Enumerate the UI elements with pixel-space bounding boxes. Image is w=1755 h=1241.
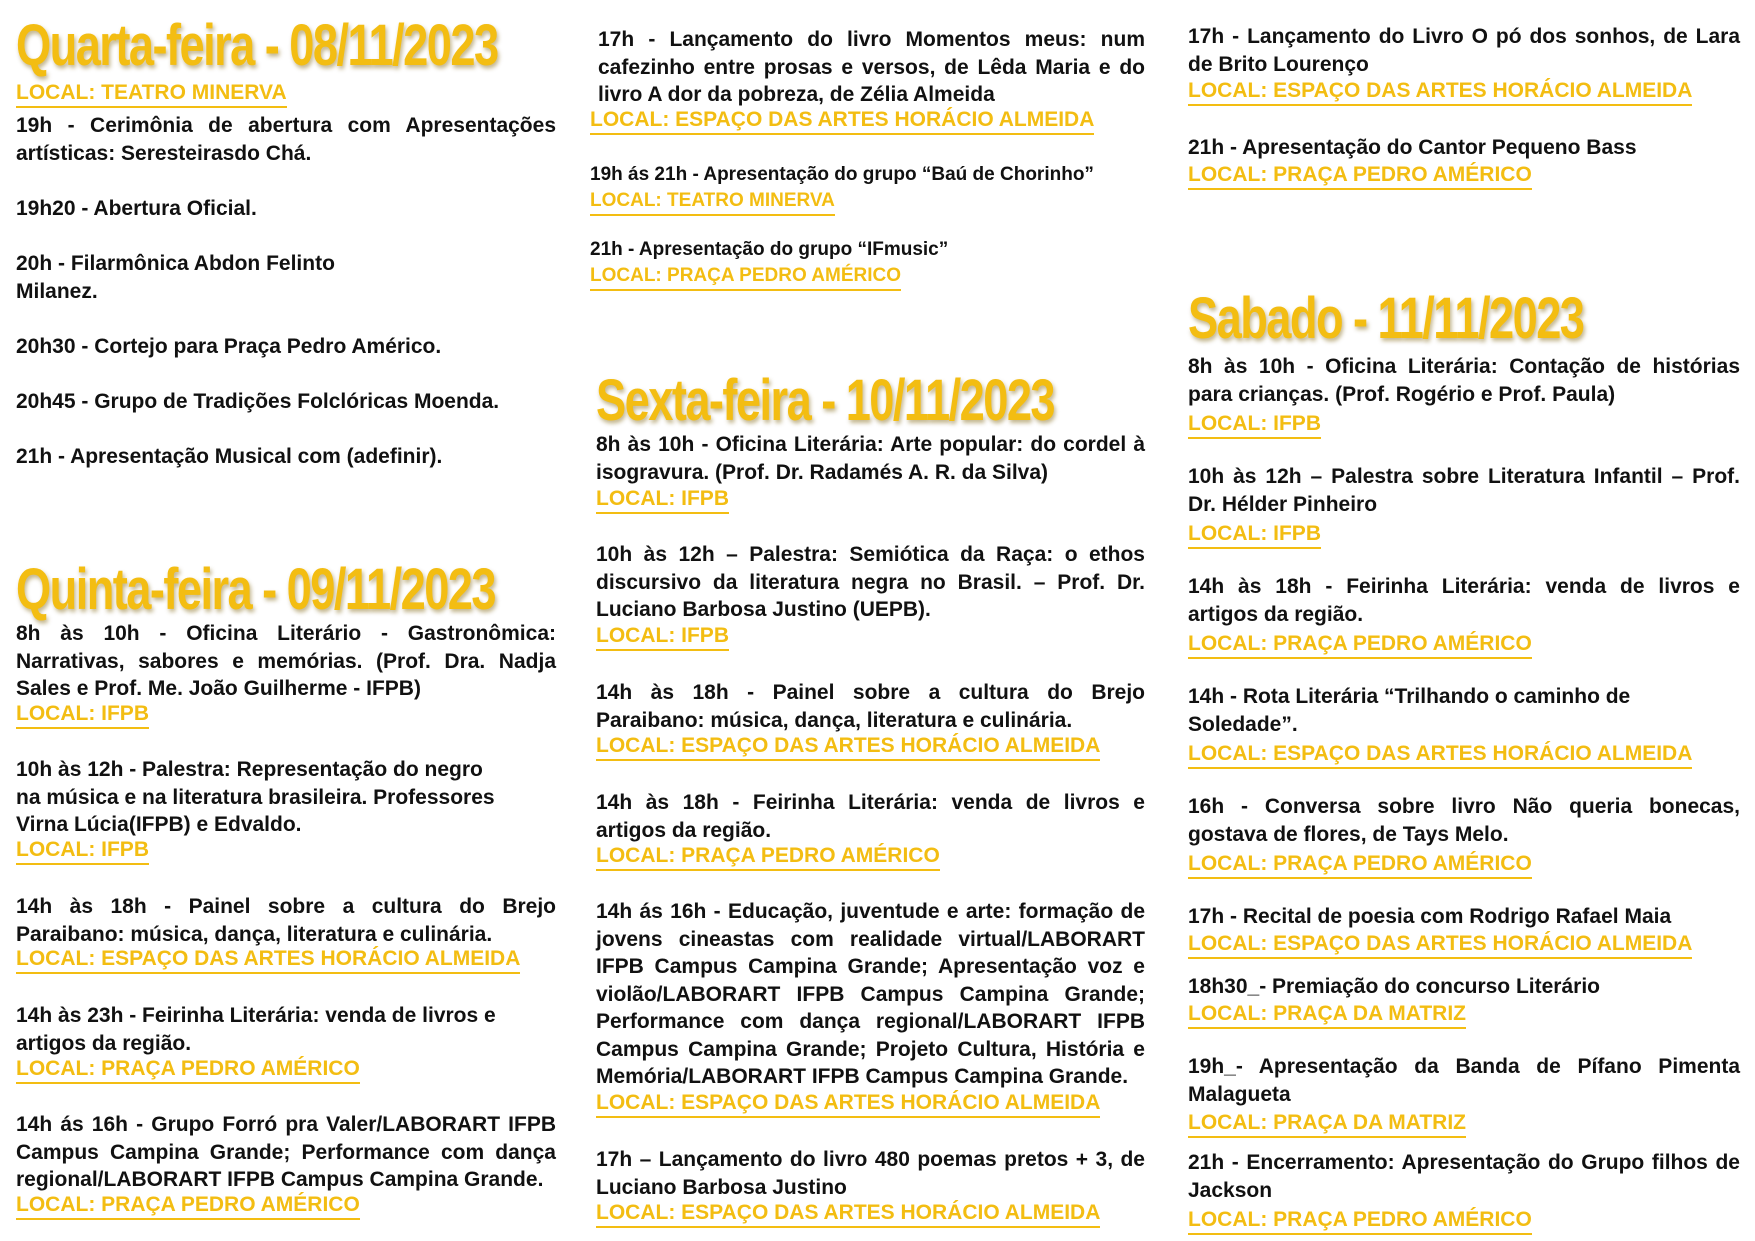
location-label: LOCAL: IFPB [16, 838, 149, 865]
event-item-cont: Virna Lúcia(IFPB) e Edvaldo. [16, 813, 302, 836]
event-item-cont: na música e na literatura brasileira. Professores [16, 785, 495, 809]
day-title: Quarta-feira - 08/11/2023 [16, 13, 498, 78]
location-label: LOCAL: TEATRO MINERVA [590, 188, 835, 216]
event-item: 21h - Apresentação do grupo “IFmusic” [590, 239, 949, 260]
location-label: LOCAL: PRAÇA DA MATRIZ [1188, 1111, 1466, 1138]
location-label: LOCAL: IFPB [1188, 412, 1321, 439]
location-label: LOCAL: PRAÇA PEDRO AMÉRICO [590, 263, 901, 291]
location-label: LOCAL: ESPAÇO DAS ARTES HORÁCIO ALMEIDA [596, 1091, 1100, 1118]
event-item: 20h45 - Grupo de Tradições Folclóricas Moenda. [16, 390, 500, 413]
event-item: 21h - Encerramento: Apresentação do Grupo filhos de Jackson [1188, 1151, 1740, 1202]
location-label: LOCAL: PRAÇA PEDRO AMÉRICO [1188, 632, 1532, 659]
event-item: 14h ás 16h - Educação, juventude e arte: formação de jovens cineastas com realidade virtual/LABORART IFPB Campus Campina Grande; Apresentação voz e violão/LABORART IFPB Campus Campina Grande; Performance com dança regional/LABORART IFPB Campus Campina Grande; Projeto Cultura, História e Memória/LABORART IFPB Campus Campina Grande. [596, 900, 1145, 1088]
event-item: 8h às 10h - Oficina Literário - Gastronômica: Narrativas, sabores e memórias. (Prof. Dra. Nadja Sales e Prof. Me. João Guilherme - IFPB) [16, 622, 556, 700]
event-item: 16h - Conversa sobre livro Não queria bonecas, gostava de flores, de Tays Melo. [1188, 795, 1740, 846]
event-item: 20h - Filarmônica Abdon Felinto [16, 252, 335, 275]
event-item: 10h às 12h - Palestra: Representação do negro [16, 758, 483, 781]
event-item: 14h às 18h - Feirinha Literária: venda de livros e artigos da região. [596, 791, 1145, 842]
event-item: 8h às 10h - Oficina Literária: Arte popular: do cordel à isogravura. (Prof. Dr. Radamés A. R. da Silva) [596, 433, 1145, 484]
location-label: LOCAL: PRAÇA PEDRO AMÉRICO [16, 1057, 360, 1084]
event-item: 17h – Lançamento do livro 480 poemas pretos + 3, de Luciano Barbosa Justino [596, 1148, 1145, 1199]
event-item-cont: artigos da região. [16, 1031, 192, 1055]
event-item: 8h às 10h - Oficina Literária: Contação de histórias para crianças. (Prof. Rogério e Prof. Paula) [1188, 355, 1740, 406]
location-label: LOCAL: IFPB [16, 702, 149, 729]
day-heading-quarta [16, 14, 556, 78]
day-heading-quinta [16, 558, 556, 622]
event-item: 14h - Rota Literária “Trilhando o caminho de [1188, 685, 1631, 708]
event-item: 19h20 - Abertura Oficial. [16, 197, 257, 220]
event-item-cont: Soledade”. [1188, 712, 1298, 736]
event-item: 19h - Cerimônia de abertura com Apresentações artísticas: Seresteirasdo Chá. [16, 114, 556, 165]
location-label: LOCAL: ESPAÇO DAS ARTES HORÁCIO ALMEIDA [596, 1201, 1100, 1228]
event-item: 17h - Lançamento do livro Momentos meus: num cafezinho entre prosas e versos, de Lêda Maria e do livro A dor da pobreza, de Zélia Almeida [598, 28, 1145, 106]
event-item: 21h - Apresentação Musical com (adefinir). [16, 445, 443, 468]
location-label: LOCAL: PRAÇA PEDRO AMÉRICO [1188, 1208, 1532, 1235]
event-item-cont: Milanez. [16, 279, 98, 303]
location-label: LOCAL: ESPAÇO DAS ARTES HORÁCIO ALMEIDA [1188, 79, 1692, 106]
location-label: LOCAL: ESPAÇO DAS ARTES HORÁCIO ALMEIDA [596, 734, 1100, 761]
location-label: LOCAL: IFPB [596, 487, 729, 514]
location-label: LOCAL: PRAÇA PEDRO AMÉRICO [596, 844, 940, 871]
location-label: LOCAL: TEATRO MINERVA [16, 81, 287, 108]
event-item: 10h às 12h – Palestra: Semiótica da Raça: o ethos discursivo da literatura negra no Brasil. – Prof. Dr. Luciano Barbosa Justino (UEPB). [596, 543, 1145, 621]
event-item: 10h às 12h – Palestra sobre Literatura Infantil – Prof. Dr. Hélder Pinheiro [1188, 465, 1740, 516]
event-item: 17h - Recital de poesia com Rodrigo Rafael Maia [1188, 905, 1672, 928]
day-heading-sabado [1188, 287, 1740, 351]
event-item: 14h ás 16h - Grupo Forró pra Valer/LABORART IFPB Campus Campina Grande; Performance com dança regional/LABORART IFPB Campus Campina Grande. [16, 1113, 556, 1191]
event-item: 14h às 23h - Feirinha Literária: venda de livros e [16, 1004, 496, 1027]
day-title: Sexta-feira - 10/11/2023 [596, 368, 1055, 433]
event-item: 20h30 - Cortejo para Praça Pedro Américo. [16, 335, 442, 358]
location-label: LOCAL: PRAÇA PEDRO AMÉRICO [1188, 163, 1532, 190]
event-item: 17h - Lançamento do Livro O pó dos sonhos, de Lara de Brito Lourenço [1188, 25, 1740, 76]
day-title: Sabado - 11/11/2023 [1188, 286, 1584, 351]
location-label: LOCAL: PRAÇA PEDRO AMÉRICO [16, 1193, 360, 1220]
event-item: 18h30_- Premiação do concurso Literário [1188, 975, 1600, 998]
location-label: LOCAL: PRAÇA DA MATRIZ [1188, 1002, 1466, 1029]
location-label: LOCAL: IFPB [596, 624, 729, 651]
location-label: LOCAL: PRAÇA PEDRO AMÉRICO [1188, 852, 1532, 879]
event-item: 14h às 18h - Painel sobre a cultura do Brejo Paraibano: música, dança, literatura e culinária. [16, 895, 556, 946]
location-label: LOCAL: ESPAÇO DAS ARTES HORÁCIO ALMEIDA [1188, 742, 1692, 769]
location-label: LOCAL: ESPAÇO DAS ARTES HORÁCIO ALMEIDA [590, 108, 1094, 135]
day-heading-sexta [596, 369, 1145, 433]
location-label: LOCAL: ESPAÇO DAS ARTES HORÁCIO ALMEIDA [16, 947, 520, 974]
event-item: 19h ás 21h - Apresentação do grupo “Baú de Chorinho” [590, 164, 1094, 185]
location-label: LOCAL: ESPAÇO DAS ARTES HORÁCIO ALMEIDA [1188, 932, 1692, 959]
event-item: 19h_- Apresentação da Banda de Pífano Pimenta Malagueta [1188, 1055, 1740, 1106]
event-item: 14h às 18h - Feirinha Literária: venda de livros e artigos da região. [1188, 575, 1740, 626]
event-item: 21h - Apresentação do Cantor Pequeno Bass [1188, 136, 1637, 159]
event-item: 14h às 18h - Painel sobre a cultura do Brejo Paraibano: música, dança, literatura e culinária. [596, 681, 1145, 732]
location-label: LOCAL: IFPB [1188, 522, 1321, 549]
day-title: Quinta-feira - 09/11/2023 [16, 557, 496, 622]
